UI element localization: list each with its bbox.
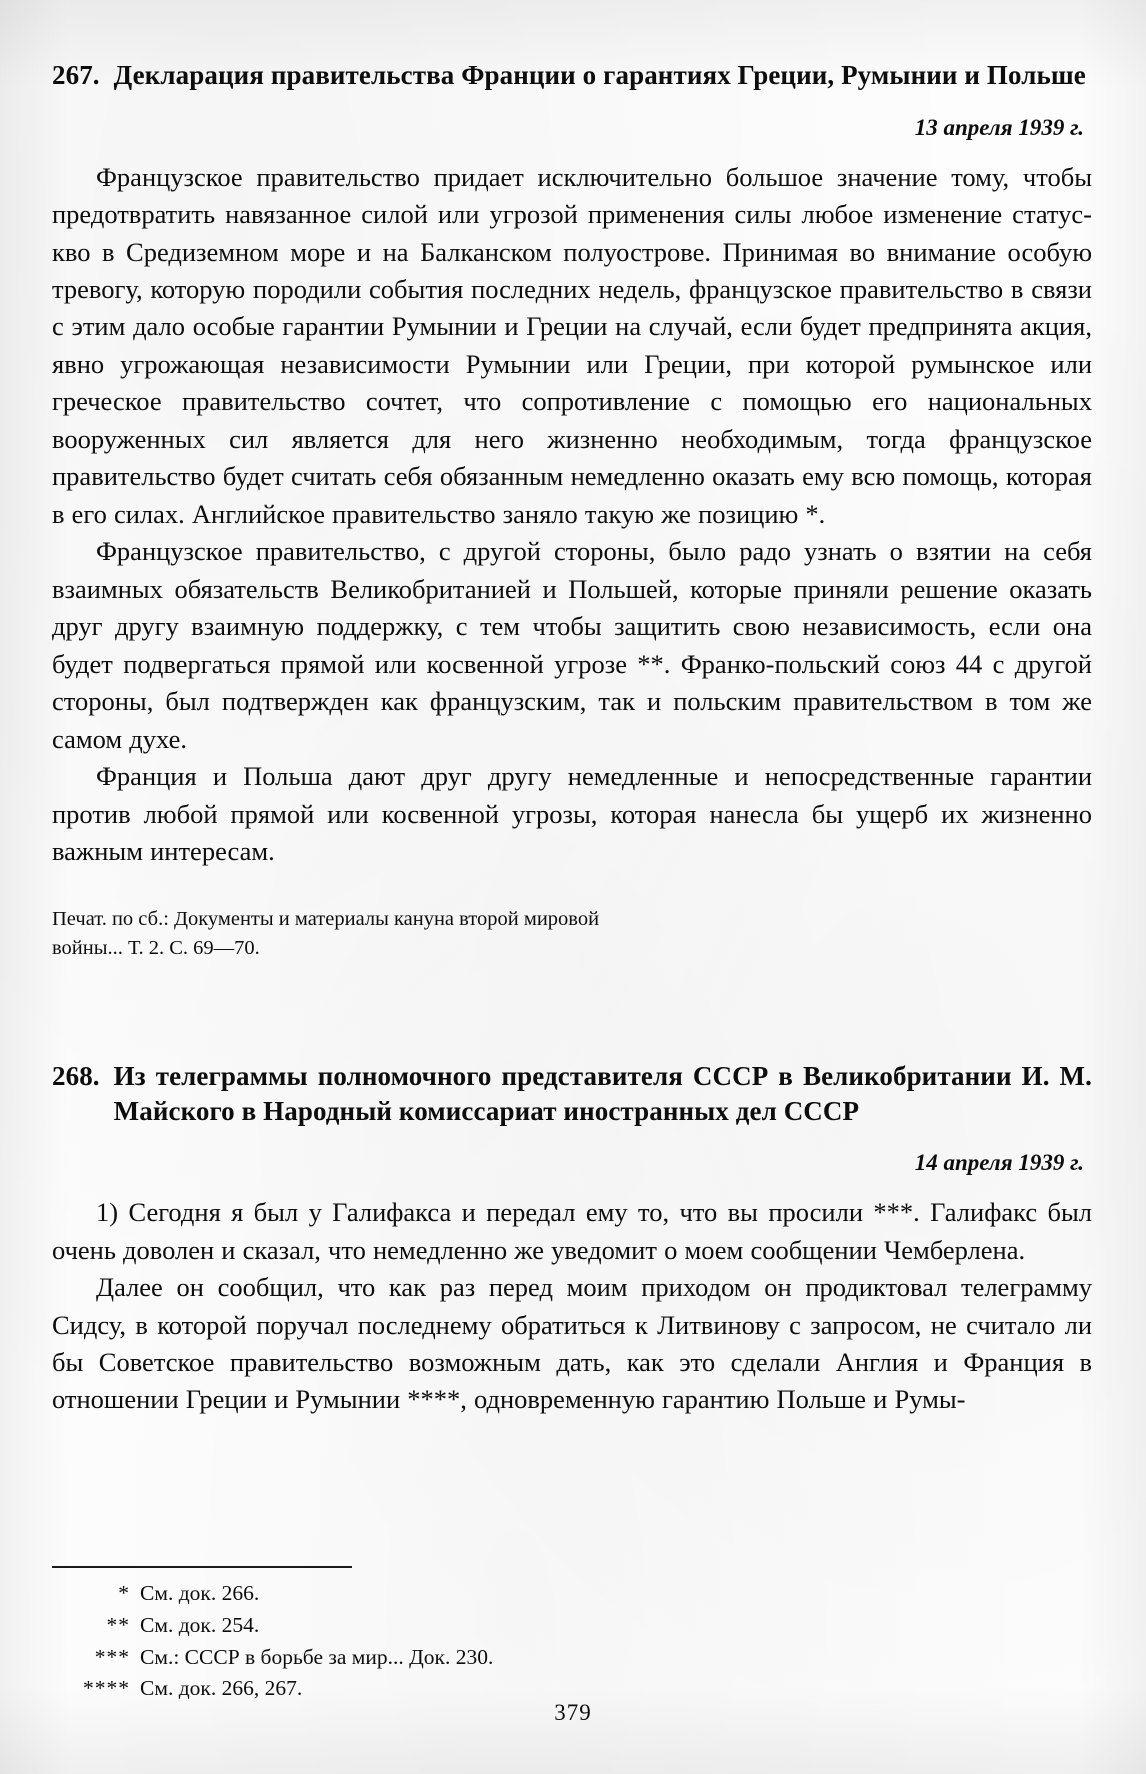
footnotes-block <box>52 1566 1092 1705</box>
footnote-item <box>52 1610 1092 1642</box>
footnote-text: См. док. 254. <box>140 1612 260 1637</box>
footnote-text: См. док. 266, 267. <box>140 1676 303 1701</box>
footnote-mark: *** <box>94 1644 130 1669</box>
entry-number-268: 268. <box>52 1060 100 1091</box>
section-gap <box>52 963 1092 1059</box>
entry-date-268: 14 апреля 1939 г. <box>914 1150 1084 1176</box>
entry-heading-268 <box>52 1059 1092 1128</box>
entry-body-267 <box>52 159 1092 871</box>
paragraph: Далее он сообщил, что как раз перед моим приходом он продиктовал телеграмму Сидсу, в которой поручал последнему обратиться к Литвинову с запросом, не считало ли бы Советское правительство возможным дать, как это сделали Англия и Франция в отношении Греции и Румынии ****, одновременную гарантию Польше и Румы- <box>52 1272 1092 1415</box>
source-note-267: Печат. по сб.: Документы и материалы кануна второй мировой войны... Т. 2. С. 69—70. <box>52 907 600 959</box>
footnote-separator-rule <box>52 1566 352 1568</box>
footnote-mark: **** <box>83 1676 130 1701</box>
page-number: 379 <box>554 1700 592 1725</box>
entry-title-268: Из телеграммы полномочного представителя СССР в Великобритании И. М. Майского в Народный комиссариат иностранных дел СССР <box>113 1060 1092 1126</box>
footnote-text: См.: СССР в борьбе за мир... Док. 230. <box>140 1644 494 1669</box>
footnote-item <box>52 1642 1092 1674</box>
entry-body-268 <box>52 1194 1092 1419</box>
entry-date-267: 13 апреля 1939 г. <box>914 114 1084 140</box>
entry-heading-267 <box>52 58 1092 93</box>
footnote-text: См. док. 266. <box>140 1581 260 1605</box>
paragraph: Французское правительство придает исключительно большое значение тому, чтобы предотвратить навязанное силой или угрозой применения силы любое изменение статус-кво в Средиземном море и на Балканском полуострове. Принимая во внимание особую тревогу, которую породили события последних недель, французское правительство в связи с этим дало особые гарантии Румынии и Греции на случай, если будет предпринята акция, явно угрожающая независимости Румынии или Греции, при которой румынское или греческое правительство сочтет, что сопротивление с помощью его национальных вооруженных сил является для него жизненно необходимым, тогда французское правительство будет считать себя обязанным немедленно оказать ему всю помощь, которая в его силах. Английское правительство заняло такую же позицию *. <box>52 161 1092 529</box>
paragraph: Франция и Польша дают друг другу немедленные и непосредственные гарантии против любой прямой или косвенной угрозы, которая нанесла бы ущерб их жизненно важным интересам. <box>52 761 1092 867</box>
footnote-mark: * <box>118 1581 130 1605</box>
footnote-mark: ** <box>106 1612 130 1637</box>
entry-title-267: Декларация правительства Франции о гарантиях Греции, Румынии и Польше <box>113 60 1086 90</box>
paragraph: 1) Сегодня я был у Галифакса и передал ему то, что вы просили ***. Галифакс был очень доволен и сказал, что немедленно же уведомит о моем сообщении Чемберлена. <box>52 1197 1092 1265</box>
paragraph: Французское правительство, с другой стороны, было радо узнать о взятии на себя взаимных обязательств Великобританией и Польшей, которые приняли решение оказать друг другу взаимную поддержку, с тем чтобы защитить свою независимость, если она будет подвергаться прямой или косвенной угрозе **. Франко-польский союз 44 с другой стороны, был подтвержден как французским, так и польским правительством в том же самом духе. <box>52 536 1092 754</box>
footnote-item <box>52 1578 1092 1610</box>
entry-number-267: 267. <box>52 60 100 90</box>
page-content <box>52 58 1092 1419</box>
